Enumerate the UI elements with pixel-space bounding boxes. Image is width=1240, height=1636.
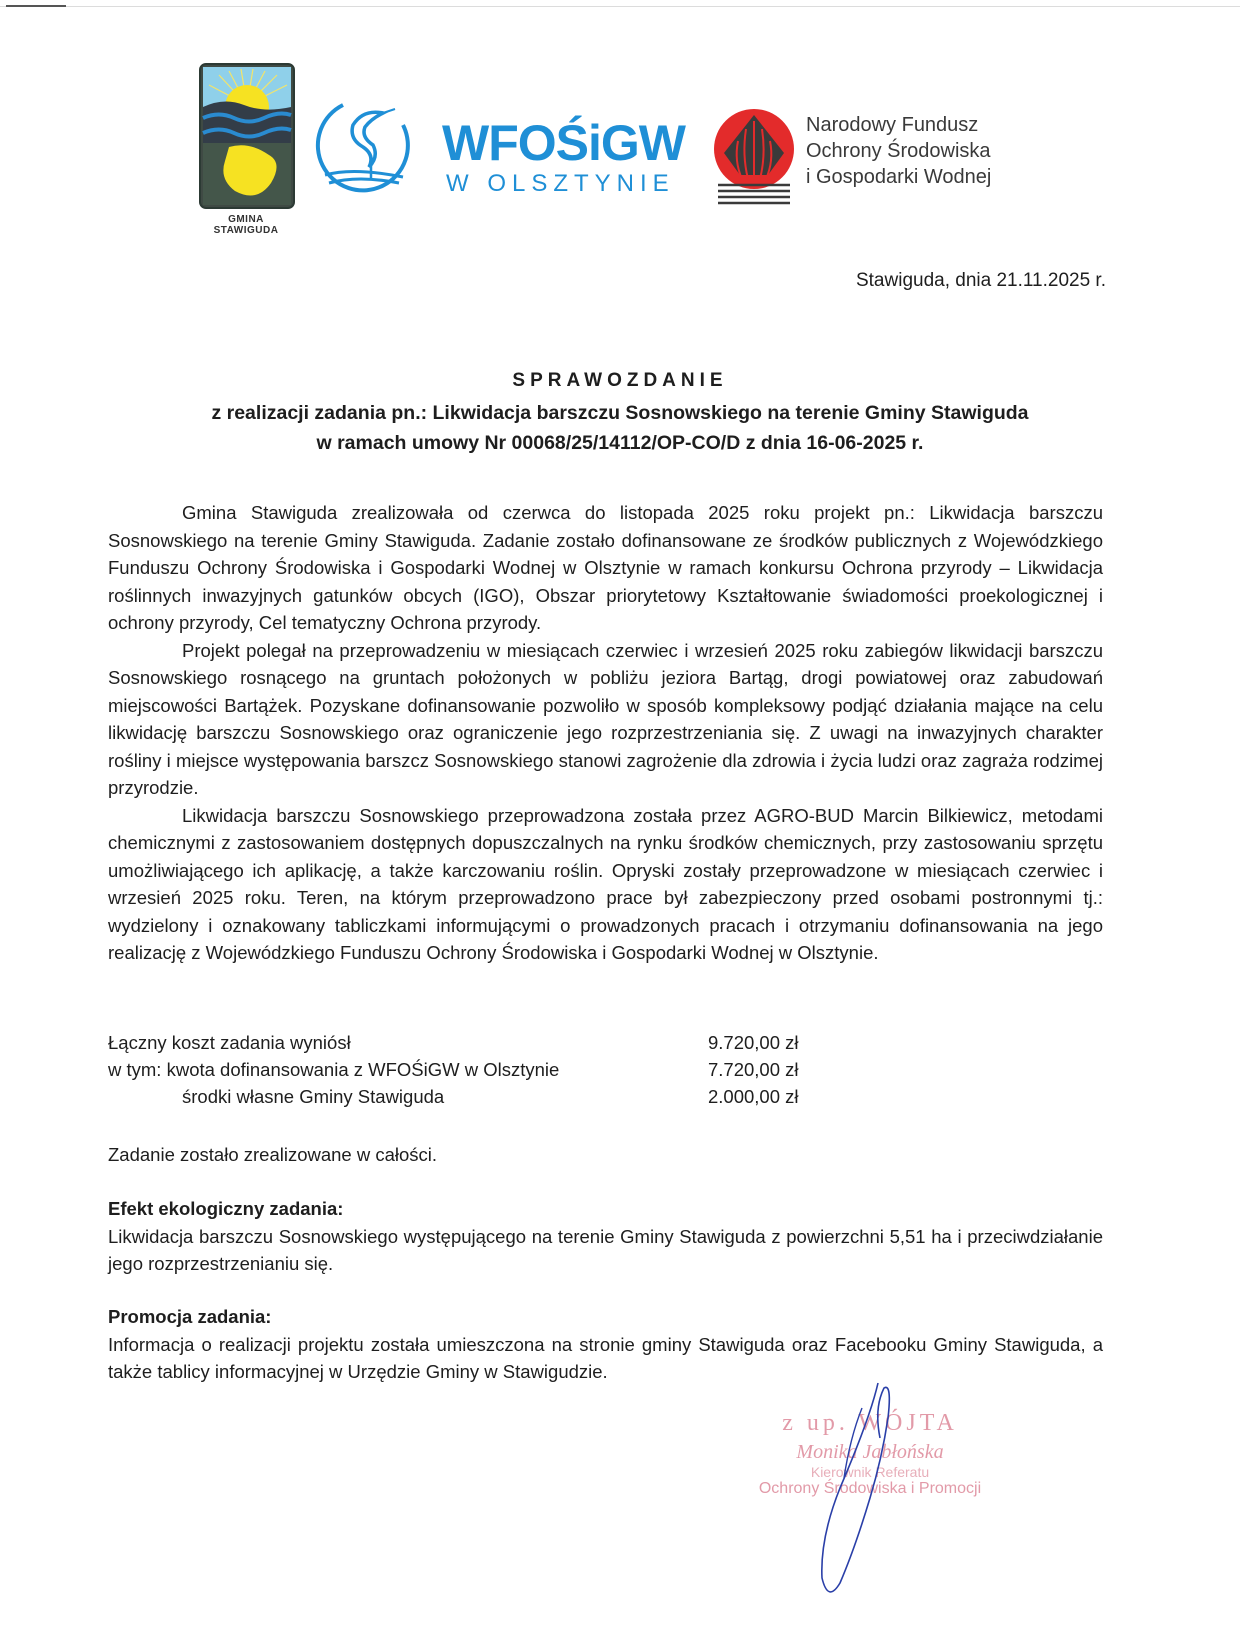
nfosigw-logo-line: i Gospodarki Wodnej [806, 166, 992, 188]
nfosigw-logo-icon [712, 105, 797, 205]
nfosigw-logo-line: Narodowy Fundusz [806, 114, 979, 136]
cost-value: 2.000,00 zł [708, 1086, 799, 1107]
cost-row-grant [108, 1056, 828, 1083]
document-body [108, 499, 1103, 967]
cost-value: 9.720,00 zł [708, 1032, 799, 1053]
promotion-heading: Promocja zadania: [108, 1306, 272, 1327]
stork-logo-icon [313, 95, 413, 195]
wfos-logo-subtitle: W OLSZTYNIE [446, 170, 675, 197]
eco-effect-heading: Efekt ekologiczny zadania: [108, 1198, 344, 1219]
page-top-rule [0, 6, 1240, 7]
wfos-logo-name: WFOŚiGW [442, 115, 685, 171]
promotion-section [108, 1303, 1103, 1386]
gmina-stawiguda-logo-icon [199, 63, 295, 209]
stamp-authority: z up. WÓJTA [782, 1410, 958, 1436]
cost-label: środki własne Gminy Stawiguda [182, 1086, 445, 1107]
eco-effect-section [108, 1195, 1103, 1278]
eco-effect-text: Likwidacja barszczu Sosnowskiego występującego na terenie Gminy Stawiguda z powierzchni 5,51 ha i przeciwdziałanie jego rozprzestrzenianiu się. [108, 1225, 1103, 1274]
stamp-position: Kierownik Referatu [810, 1464, 930, 1480]
body-paragraph: Projekt polegał na przeprowadzeniu w miesiącach czerwiec i wrzesień 2025 roku zabiegów likwidacji barszczu Sosnowskiego rosnącego na gruntach położonych w pobliżu jeziora Bartąg, drogi powiatowej oraz zabudowań miejscowości Bartążek. Pozyskane dofinansowanie pozwoliło w sposób kompleksowy podjąć działania mające na celu likwidację barszczu Sosnowskiego oraz ograniczenie jego rozprzestrzeniania się. Z uwagi na inwazyjnych charakter rośliny i miejsce występowania barszcz Sosnowskiego stanowi zagrożenie dla zdrowia i życia ludzi oraz zagraża rodzimej przyrodzie. [108, 639, 1103, 798]
nfosigw-logo-text [806, 112, 991, 190]
handwritten-signature-icon [800, 1378, 940, 1603]
stamp-department: Ochrony Środowiska i Promocji [758, 1480, 982, 1497]
completion-statement: Zadanie zostało zrealizowane w całości. [108, 1144, 438, 1165]
page-top-mark [6, 5, 66, 7]
body-paragraph: Gmina Stawiguda zrealizowała od czerwca do listopada 2025 roku projekt pn.: Likwidacja barszczu Sosnowskiego na terenie Gminy Stawiguda. Zadanie zostało dofinansowane ze środków publicznych z Wojewódzkiego Funduszu Ochrony Środowiska i Gospodarki Wodnej w Olsztynie w ramach konkursu Ochrona przyrody – Likwidacja roślinnych inwazyjnych gatunków obcych (IGO), Obszar priorytetowy Kształtowanie świadomości proekologicznej i ochrony przyrody, Cel tematyczny Ochrona przyrody. [108, 502, 1103, 633]
document-date: Stawiguda, dnia 21.11.2025 r. [855, 270, 1106, 291]
promotion-text: Informacja o realizacji projektu została umieszczona na stronie gminy Stawiguda oraz Facebooku Gminy Stawiguda, a także tablicy informacyjnej w Urzędzie Gminy w Stawigudzie. [108, 1333, 1103, 1382]
gmina-logo-caption: GMINA STAWIGUDA [213, 214, 279, 236]
stamp-name: Monika Jabłońska [796, 1441, 944, 1463]
cost-value: 7.720,00 zł [708, 1059, 799, 1080]
cost-row-total [108, 1029, 828, 1056]
document-title: SPRAWOZDANIE [512, 370, 728, 391]
cost-summary [108, 1029, 828, 1110]
document-subtitle-line-1: z realizacji zadania pn.: Likwidacja barszczu Sosnowskiego na terenie Gminy Stawiguda [211, 402, 1029, 424]
nfosigw-logo-line: Ochrony Środowiska [806, 140, 991, 162]
cost-row-own-funds [108, 1083, 828, 1110]
cost-label: Łączny koszt zadania wyniósł [108, 1032, 351, 1053]
body-paragraph: Likwidacja barszczu Sosnowskiego przeprowadzona została przez AGRO-BUD Marcin Bilkiewicz, metodami chemicznymi z zastosowaniem dostępnych dopuszczalnych na rynku środków chemicznych, przy zastosowaniu sprzętu umożliwiającego ich aplikację, a także karczowaniu roślin. Opryski zostały przeprowadzone w miesiącach czerwiec i wrzesień 2025 roku. Teren, na którym przeprowadzono prace był zabezpieczony przed osobami postronnymi tj.: wydzielony i oznakowany tabliczkami informującymi o prowadzonych pracach i otrzymaniu dofinansowania na jego realizację z Wojewódzkiego Funduszu Ochrony Środowiska i Gospodarki Wodnej w Olsztynie. [108, 804, 1103, 963]
cost-label: w tym: kwota dofinansowania z WFOŚiGW w Olsztynie [108, 1059, 560, 1080]
document-subtitle-line-2: w ramach umowy Nr 00068/25/14112/OP-CO/D z dnia 16-06-2025 r. [316, 432, 924, 454]
